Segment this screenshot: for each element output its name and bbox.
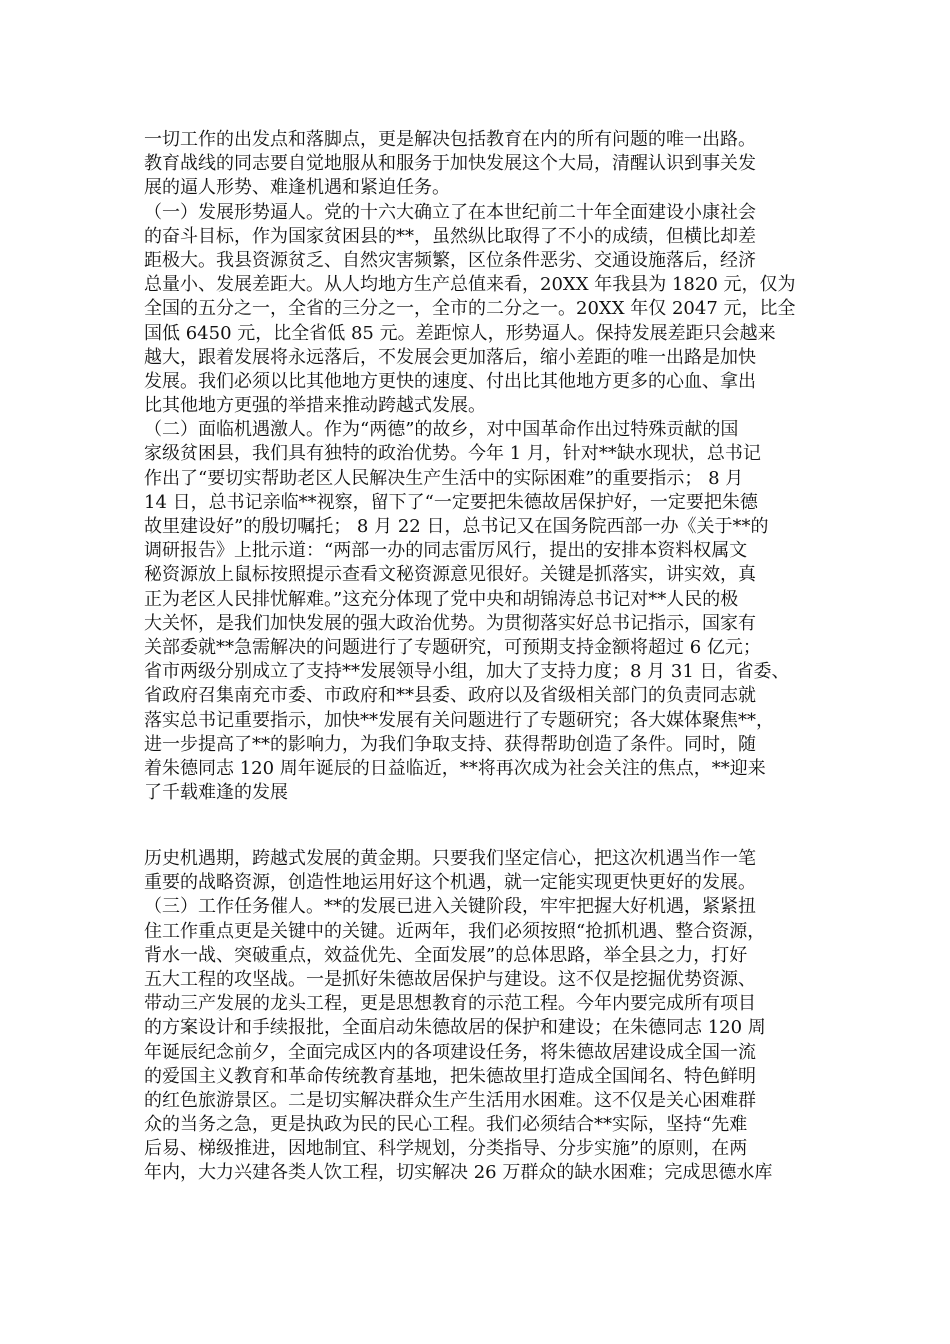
text-line: 展的逼人形势、难逢机遇和紧迫任务。 — [144, 177, 450, 199]
text-line: 落实总书记重要指示，加快**发展有关问题进行了专题研究；各大媒体聚焦**， — [144, 709, 774, 731]
text-line: 发展。我们必须以比其他地方更快的速度、付出比其他地方更多的心血、拿出 — [144, 370, 756, 392]
text-line: 历史机遇期，跨越式发展的黄金期。只要我们坚定信心，把这次机遇当作一笔 — [144, 848, 756, 869]
text-line: 国低 6450 元，比全省低 85 元。差距惊人，形势逼人。保持发展差距只会越来 — [144, 322, 776, 344]
text-line: （三）工作任务催人。**的发展已进入关键阶段，牢牢把握大好机遇，紧紧扭 — [144, 896, 756, 918]
text-line: 后易、梯级推进，因地制宜、科学规划，分类指导、分步实施”的原则，在两 — [144, 1138, 748, 1160]
text-line: 14 日，总书记亲临**视察，留下了“一定要把朱德故居保护好，一定要把朱德 — [144, 491, 758, 513]
text-line: （一）发展形势逼人。党的十六大确立了在本世纪前二十年全面建设小康社会 — [144, 201, 756, 223]
text-line: 进一步提高了**的影响力，为我们争取支持、获得帮助创造了条件。同时，随 — [144, 733, 756, 755]
text-line: 重要的战略资源，创造性地运用好这个机遇，就一定能实现更快更好的发展。 — [144, 872, 756, 894]
text-line: 着朱德同志 120 周年诞辰的日益临近，**将再次成为社会关注的焦点，**迎来 — [144, 757, 766, 779]
text-line: 住工作重点更是关键中的关键。近两年，我们必须按照“抢抓机遇、整合资源， — [144, 920, 766, 942]
text-line: 正为老区人民排忧解难。”这充分体现了党中央和胡锦涛总书记对**人民的极 — [144, 588, 739, 610]
text-line: 越大，跟着发展将永远落后，不发展会更加落后，缩小差距的唯一出路是加快 — [144, 346, 756, 368]
text-block-lower — [144, 847, 808, 1186]
text-line: 年诞辰纪念前夕，全面完成区内的各项建设任务，将朱德故居建设成全国一流 — [144, 1041, 756, 1063]
text-line: 的红色旅游景区。二是切实解决群众生产生活用水困难。这不仅是关心困难群 — [144, 1089, 756, 1111]
text-line: 的方案设计和手续报批，全面启动朱德故居的保护和建设；在朱德同志 120 周 — [144, 1017, 766, 1039]
text-line: 的爱国主义教育和革命传统教育基地，把朱德故里打造成全国闻名、特色鲜明 — [144, 1065, 756, 1087]
text-line: （二）面临机遇激人。作为“两德”的故乡，对中国革命作出过特殊贡献的国 — [144, 419, 739, 441]
text-line: 教育战线的同志要自觉地服从和服务于加快发展这个大局，清醒认识到事关发 — [144, 153, 756, 175]
text-line: 作出了“要切实帮助老区人民解决生产生活中的实际困难”的重要指示； 8 月 — [144, 467, 744, 489]
text-line: 家级贫困县，我们具有独特的政治优势。今年 1 月，针对**缺水现状，总书记 — [144, 443, 761, 465]
text-line: 众的当务之急，更是执政为民的民心工程。我们必须结合**实际，坚持“先难 — [144, 1114, 748, 1136]
text-line: 五大工程的攻坚战。一是抓好朱德故居保护与建设。这不仅是挖掘优势资源、 — [144, 968, 756, 990]
text-line: 带动三产发展的龙头工程，更是思想教育的示范工程。今年内要完成所有项目 — [144, 993, 756, 1015]
text-line: 全国的五分之一，全省的三分之一，全市的二分之一。20XX 年仅 2047 元，比全 — [144, 298, 796, 320]
text-line: 距极大。我县资源贫乏、自然灾害频繁，区位条件恶劣、交通设施落后，经济 — [144, 249, 756, 271]
text-line: 的奋斗目标，作为国家贫困县的**，虽然纵比取得了不小的成绩，但横比却差 — [144, 225, 756, 247]
text-line: 关部委就**急需解决的问题进行了专题研究，可预期支持金额将超过 6 亿元； — [144, 636, 761, 658]
text-line: 了千载难逢的发展 — [144, 782, 288, 804]
text-line: 调研报告》上批示道：“两部一办的同志雷厉风行，提出的安排本资料权属文 — [144, 540, 748, 562]
text-block-upper — [144, 128, 808, 805]
text-line: 省政府召集南充市委、市政府和**县委、政府以及省级相关部门的负责同志就 — [144, 685, 756, 707]
text-line: 大关怀，是我们加快发展的强大政治优势。为贯彻落实好总书记指示，国家有 — [144, 612, 756, 634]
text-line: 比其他地方更强的举措来推动跨越式发展。 — [144, 395, 486, 417]
text-line: 省市两级分别成立了支持**发展领导小组，加大了支持力度；8 月 31 日，省委、 — [144, 661, 790, 683]
text-line: 故里建设好”的殷切嘱托； 8 月 22 日，总书记又在国务院西部一办《关于**的 — [144, 516, 769, 537]
text-line: 一切工作的出发点和落脚点，更是解决包括教育在内的所有问题的唯一出路。 — [144, 129, 756, 150]
text-line: 总量小、发展差距大。从人均地方生产总值来看，20XX 年我县为 1820 元，仅为 — [144, 274, 796, 296]
text-line: 背水一战、突破重点，效益优先、全面发展”的总体思路，举全县之力，打好 — [144, 944, 748, 966]
text-line: 年内，大力兴建各类人饮工程，切实解决 26 万群众的缺水困难；完成思德水库 — [144, 1162, 773, 1184]
text-line: 秘资源放上鼠标按照提示查看文秘资源意见很好。关键是抓落实，讲实效，真 — [144, 564, 756, 586]
